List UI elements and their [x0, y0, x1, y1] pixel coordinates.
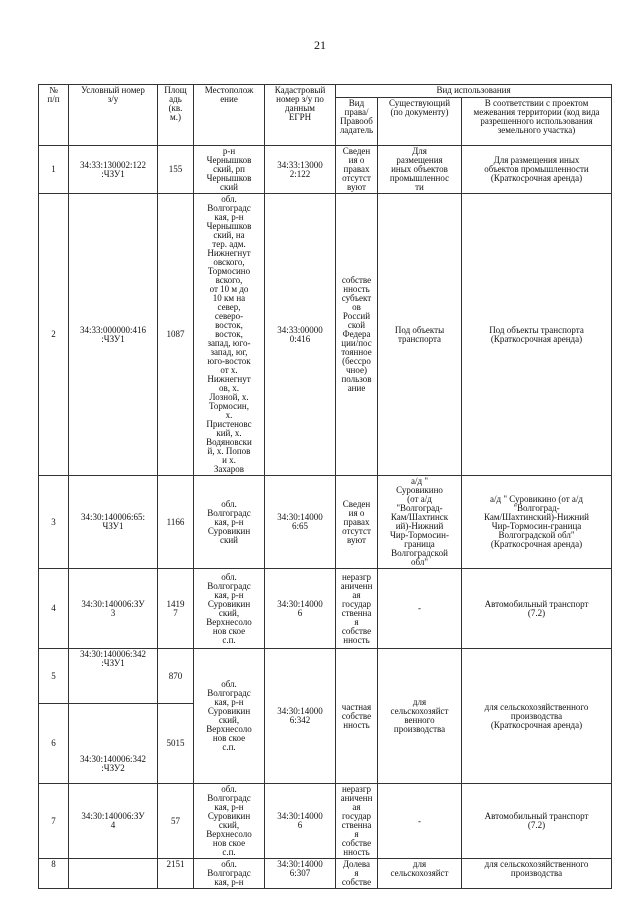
table-row	[39, 649, 612, 704]
cell-area: 1419 7	[158, 569, 194, 649]
cell-existing-use: Для размещения иных объектов промышленнос ти	[378, 146, 462, 194]
cell-no: 6	[39, 704, 69, 784]
header-area: Площ адь (кв. м.)	[158, 85, 194, 146]
cell-project-use: а/д " Суровикино (от а/д "Волгоград- Кам/Шахтинский)-Нижний Чир-Тормосин-граница Волгоградской обл" (Краткосрочная аренда)	[462, 476, 612, 569]
cell-existing-use: для сельскохозяйст	[378, 859, 462, 889]
cell-location: обл. Волгоградс кая, р-н Суровикин ский	[194, 476, 265, 569]
cell-location: обл. Волгоградс кая, р-н Чернышков ский, на тер. адм. Нижнегнут овского, Тормосино вского, от 10 м до 10 км на север, северо- восток, восток, запад, юго- запад, юг, юго-восток от х. Нижнегнут ов, х. Лозной, х. Тормосин, х. Пристеновс кий, х. Водяновски й, х. Попов и х. Захаров	[194, 194, 265, 476]
cell-area: 57	[158, 784, 194, 859]
header-cadastral-number: Кадастровый номер з/у по данным ЕГРН	[265, 85, 336, 146]
cell-project-use: Автомобильный транспорт (7.2)	[462, 569, 612, 649]
table-row	[39, 146, 612, 194]
cell-conditional-number: 34:33:130002:122 :ЧЗУ1	[69, 146, 158, 194]
cell-conditional-number: 34:30:140006:342 :ЧЗУ2	[69, 704, 158, 784]
cell-conditional-number: 34:30:140006:65: ЧЗУ1	[69, 476, 158, 569]
cell-right-type: Сведен ия о правах отсутст вуют	[336, 146, 378, 194]
table-row	[39, 859, 612, 889]
table-row	[39, 784, 612, 859]
cell-cadastral-number: 34:30:14000 6:342	[265, 649, 336, 784]
cell-existing-use: Под объекты транспорта	[378, 194, 462, 476]
cell-right-type: собстве нность субъект ов Россий ской Федера ции/пос тоянное (бессро чное) пользов ание	[336, 194, 378, 476]
cell-cadastral-number: 34:30:14000 6:65	[265, 476, 336, 569]
cell-location: обл. Волгоградс кая, р-н Суровикин ский, Верхнесоло нов ское с.п.	[194, 569, 265, 649]
table-row	[39, 194, 612, 476]
header-right-type: Вид права/ Правооб ладатель	[336, 98, 378, 146]
cell-no: 2	[39, 194, 69, 476]
cell-area: 1166	[158, 476, 194, 569]
cell-no: 8	[39, 859, 69, 889]
cell-location: обл. Волгоградс кая, р-н Суровикин ский, Верхнесоло нов ское с.п.	[194, 784, 265, 859]
cell-existing-use: -	[378, 569, 462, 649]
cell-project-use: для сельскохозяйственного производства	[462, 859, 612, 889]
cell-existing-use: -	[378, 784, 462, 859]
cell-conditional-number: 34:30:140006:ЗУ 3	[69, 569, 158, 649]
cell-existing-use: а/д " Суровикино (от а/д "Волгоград- Кам/Шахтинск ий)-Нижний Чир-Тормосин- граница Волгоградской обл"	[378, 476, 462, 569]
header-conditional-number: Условный номер з/у	[69, 85, 158, 146]
cell-project-use: Для размещения иных объектов промышленности (Краткосрочная аренда)	[462, 146, 612, 194]
cell-conditional-number: 34:30:140006:342 :ЧЗУ1	[69, 649, 158, 704]
cell-right-type: неразгр аниченн ая государ ственна я собстве нность	[336, 784, 378, 859]
header-location: Местополож ение	[194, 85, 265, 146]
header-usage-group: Вид использования	[336, 85, 612, 98]
cell-cadastral-number: 34:30:14000 6	[265, 569, 336, 649]
cell-area: 870	[158, 649, 194, 704]
cell-no: 3	[39, 476, 69, 569]
header-no: № п/п	[39, 85, 69, 146]
table-row	[39, 569, 612, 649]
cell-cadastral-number: 34:33:00000 0:416	[265, 194, 336, 476]
cell-cadastral-number: 34:33:13000 2:122	[265, 146, 336, 194]
cell-location: р-н Чернышков ский, рп Чернышков ский	[194, 146, 265, 194]
cell-cadastral-number: 34:30:14000 6	[265, 784, 336, 859]
cell-area: 1087	[158, 194, 194, 476]
page-number: 21	[314, 38, 326, 52]
cell-area: 2151	[158, 859, 194, 889]
cell-right-type: неразгр аниченн ая государ ственна я собстве нность	[336, 569, 378, 649]
cell-conditional-number: 34:30:140006:ЗУ 4	[69, 784, 158, 859]
cell-area: 155	[158, 146, 194, 194]
cell-no: 7	[39, 784, 69, 859]
cell-no: 1	[39, 146, 69, 194]
cell-location: обл. Волгоградс кая, р-н	[194, 859, 265, 889]
cell-no: 5	[39, 649, 69, 704]
cell-right-type: частная собстве нность	[336, 649, 378, 784]
table-row	[39, 476, 612, 569]
cell-project-use: Автомобильный транспорт (7.2)	[462, 784, 612, 859]
header-project-use: В соответствии с проектом межевания территории (код вида разрешенного использования земельного участка)	[462, 98, 612, 146]
cell-right-type: Долева я собстве	[336, 859, 378, 889]
cell-project-use: Под объекты транспорта (Краткосрочная аренда)	[462, 194, 612, 476]
header-existing-use: Существующий (по документу)	[378, 98, 462, 146]
cell-right-type: Сведен ия о правах отсутст вуют	[336, 476, 378, 569]
cell-no: 4	[39, 569, 69, 649]
cell-conditional-number	[69, 859, 158, 889]
cell-location: обл. Волгоградс кая, р-н Суровикин ский, Верхнесоло нов ское с.п.	[194, 649, 265, 784]
cell-cadastral-number: 34:30:14000 6:307	[265, 859, 336, 889]
cell-project-use: для сельскохозяйственного производства (Краткосрочная аренда)	[462, 649, 612, 784]
cell-area: 5015	[158, 704, 194, 784]
land-plots-table	[38, 84, 612, 889]
cell-conditional-number: 34:33:000000:416 :ЧЗУ1	[69, 194, 158, 476]
cell-existing-use: для сельскохозяйст венного производства	[378, 649, 462, 784]
